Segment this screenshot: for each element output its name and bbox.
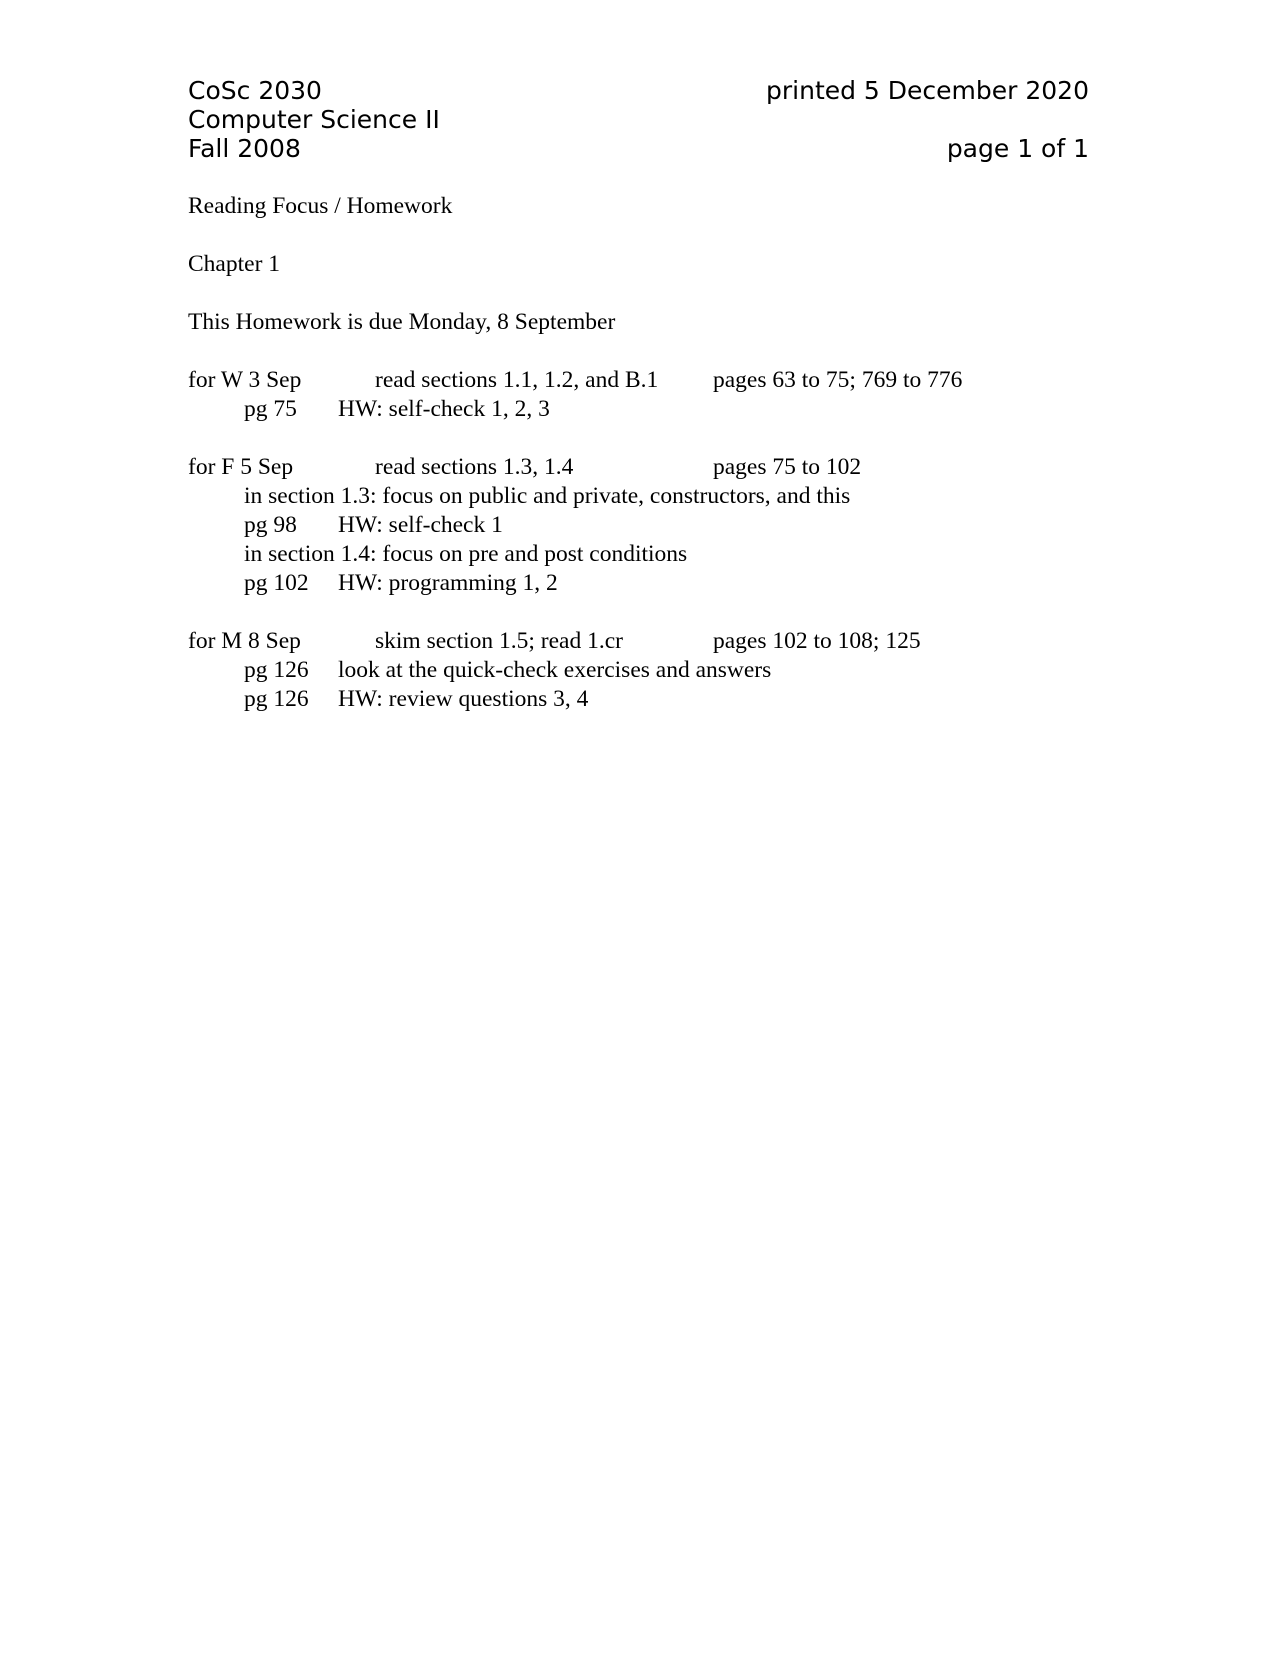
printed-date: printed 5 December 2020: [766, 76, 1089, 105]
page-ref: pg 102: [244, 570, 309, 596]
homework-row: [188, 395, 1088, 424]
course-code: CoSc 2030: [188, 76, 322, 105]
section-reading: read sections 1.1, 1.2, and B.1: [375, 367, 659, 393]
section-day: for M 8 Sep: [188, 628, 301, 654]
assignment-section: [188, 366, 1088, 424]
page-number: page 1 of 1: [946, 134, 1089, 163]
page-ref: pg 126: [244, 686, 309, 712]
document-body: [188, 192, 1088, 714]
term: Fall 2008: [188, 134, 301, 163]
homework-text: HW: review questions 3, 4: [338, 686, 589, 712]
section-day: for W 3 Sep: [188, 367, 302, 393]
assignment-section: [188, 627, 1088, 714]
section-header-row: [188, 453, 1088, 482]
page-ref: pg 75: [244, 396, 297, 422]
homework-row: [188, 569, 1088, 598]
due-date: This Homework is due Monday, 8 September: [188, 309, 616, 335]
section-pages: pages 75 to 102: [713, 454, 862, 480]
focus-note: in section 1.3: focus on public and private, constructors, and this: [244, 483, 851, 509]
section-reading: read sections 1.3, 1.4: [375, 454, 574, 480]
homework-text: look at the quick-check exercises and answers: [338, 657, 772, 683]
section-day: for F 5 Sep: [188, 454, 294, 480]
homework-text: HW: self-check 1, 2, 3: [338, 396, 550, 422]
assignment-section: [188, 453, 1088, 598]
section-header-row: [188, 366, 1088, 395]
homework-row: [188, 685, 1088, 714]
homework-text: HW: programming 1, 2: [338, 570, 558, 596]
section-pages: pages 63 to 75; 769 to 776: [713, 367, 963, 393]
homework-row: [188, 656, 1088, 685]
page-ref: pg 98: [244, 512, 297, 538]
section-pages: pages 102 to 108; 125: [713, 628, 921, 654]
header-right: [760, 76, 1089, 163]
section-reading: skim section 1.5; read 1.cr: [375, 628, 623, 654]
homework-text: HW: self-check 1: [338, 512, 503, 538]
chapter-heading: Chapter 1: [188, 251, 281, 277]
focus-note-row: [188, 540, 1088, 569]
page-ref: pg 126: [244, 657, 309, 683]
homework-row: [188, 511, 1088, 540]
focus-note: in section 1.4: focus on pre and post conditions: [244, 541, 688, 567]
section-header-row: [188, 627, 1088, 656]
document-title: Reading Focus / Homework: [188, 193, 453, 219]
focus-note-row: [188, 482, 1088, 511]
course-name: Computer Science II: [188, 105, 440, 134]
header-left: [188, 76, 440, 163]
